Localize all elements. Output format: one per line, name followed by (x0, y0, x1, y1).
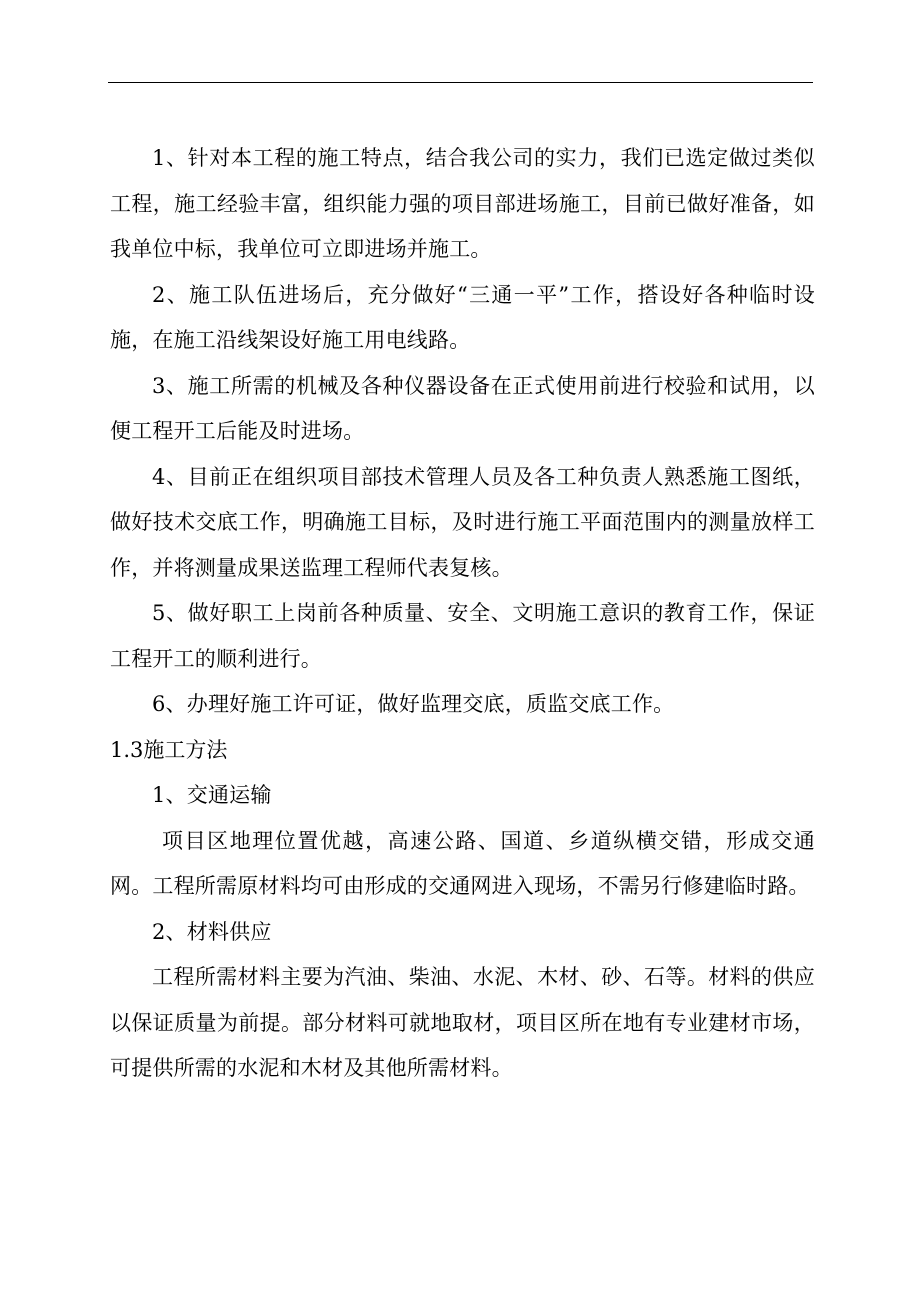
paragraph-6: 6、办理好施工许可证，做好监理交底，质监交底工作。 (152, 692, 675, 716)
paragraph-2: 2、施工队伍进场后，充分做好“三通一平”工作，搭设好各种临时设施，在施工沿线架设好施工用电线路。 (110, 282, 815, 352)
header-rule (108, 82, 813, 83)
paragraph-4: 4、目前正在组织项目部技术管理人员及各工种负责人熟悉施工图纸，做好技术交底工作，明确施工目标，及时进行施工平面范围内的测量放样工作，并将测量成果送监理工程师代表复核。 (110, 464, 815, 580)
section-heading: 1.3施工方法 (110, 737, 228, 762)
paragraph-materials: 工程所需材料主要为汽油、柴油、水泥、木材、砂、石等。材料的供应以保证质量为前提。部分材料可就地取材，项目区所在地有专业建材市场，可提供所需的水泥和木材及其他所需材料。 (110, 965, 815, 1080)
paragraph-transport: 项目区地理位置优越，高速公路、国道、乡道纵横交错，形成交通网。工程所需原材料均可由形成的交通网进入现场，不需另行修建临时路。 (110, 828, 815, 898)
paragraph-5: 5、做好职工上岗前各种质量、安全、文明施工意识的教育工作，保证工程开工的顺利进行。 (110, 601, 815, 671)
subheading-transport: 1、交通运输 (152, 783, 272, 807)
paragraph-1: 1、针对本工程的施工特点，结合我公司的实力，我们已选定做过类似工程，施工经验丰富，组织能力强的项目部进场施工，目前已做好准备，如我单位中标，我单位可立即进场并施工。 (110, 146, 815, 261)
paragraph-3: 3、施工所需的机械及各种仪器设备在正式使用前进行校验和试用，以便工程开工后能及时进场。 (110, 373, 815, 443)
subheading-materials: 2、材料供应 (152, 919, 272, 944)
document-body (110, 136, 815, 1092)
